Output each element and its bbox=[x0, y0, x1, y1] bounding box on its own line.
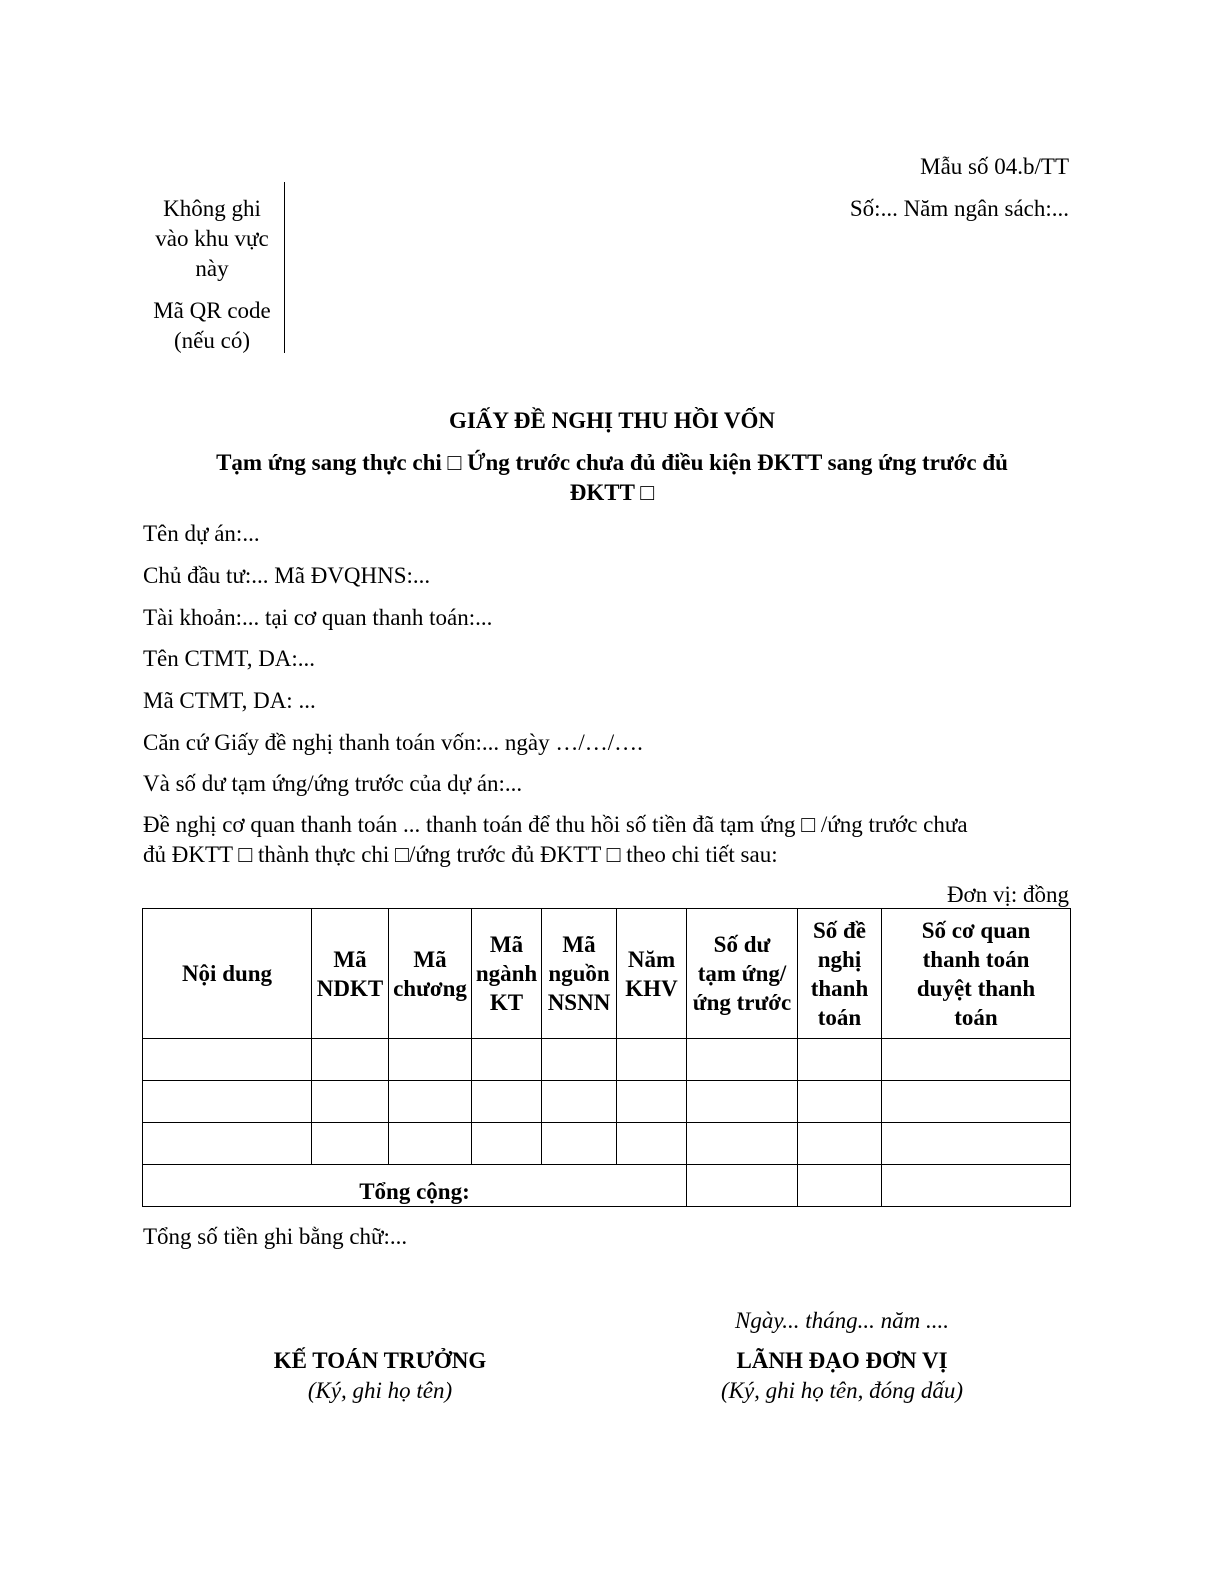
table-row bbox=[143, 1081, 1071, 1123]
header-sector-code: Mã ngành KT bbox=[472, 909, 542, 1039]
document-title: GIẤY ĐỀ NGHỊ THU HỒI VỐN bbox=[448, 408, 776, 433]
header-plan-year: Năm KHV bbox=[617, 909, 687, 1039]
qr-note: Không ghi vào khu vực này bbox=[155, 196, 269, 281]
total-cell[interactable] bbox=[882, 1165, 1071, 1207]
table-cell[interactable] bbox=[617, 1039, 687, 1081]
table-cell[interactable] bbox=[312, 1039, 389, 1081]
table-cell[interactable] bbox=[617, 1081, 687, 1123]
table-cell[interactable] bbox=[687, 1039, 798, 1081]
document-subtitle-line2: ĐKTT □ bbox=[569, 480, 655, 505]
field-investor: Chủ đầu tư:... Mã ĐVQHNS:... bbox=[143, 563, 431, 588]
total-cell[interactable] bbox=[687, 1165, 798, 1207]
header-ndkt-code: Mã NDKT bbox=[312, 909, 389, 1039]
header-chapter-code: Mã chương bbox=[389, 909, 472, 1039]
field-advance-balance: Và số dư tạm ứng/ứng trước của dự án:... bbox=[143, 771, 523, 796]
table-header-row bbox=[143, 909, 1071, 1039]
table-cell[interactable] bbox=[472, 1081, 542, 1123]
table-row bbox=[143, 1123, 1071, 1165]
table-cell[interactable] bbox=[687, 1123, 798, 1165]
header-content: Nội dung bbox=[143, 909, 312, 1039]
unit-label: Đơn vị: đồng bbox=[946, 882, 1069, 907]
table-cell[interactable] bbox=[389, 1081, 472, 1123]
chief-accountant-title: KẾ TOÁN TRƯỞNG bbox=[273, 1348, 487, 1373]
date-line: Ngày... tháng... năm .... bbox=[734, 1308, 950, 1333]
total-label: Tổng cộng: bbox=[143, 1165, 687, 1207]
request-text-line2: đủ ĐKTT □ thành thực chi □/ứng trước đủ ĐKTT □ theo chi tiết sau: bbox=[143, 842, 778, 867]
header-source-code: Mã nguồn NSNN bbox=[542, 909, 617, 1039]
field-payment-request-basis: Căn cứ Giấy đề nghị thanh toán vốn:... ngày …/…/…. bbox=[143, 730, 643, 755]
table-cell[interactable] bbox=[472, 1039, 542, 1081]
field-account: Tài khoản:... tại cơ quan thanh toán:... bbox=[143, 605, 493, 630]
table-cell[interactable] bbox=[882, 1123, 1071, 1165]
document-subtitle-line1: Tạm ứng sang thực chi □ Ứng trước chưa đủ điều kiện ĐKTT sang ứng trước đủ bbox=[216, 450, 1008, 475]
header-advance-balance: Số dư tạm ứng/ ứng trước bbox=[687, 909, 798, 1039]
header-requested-amount: Số đề nghị thanh toán bbox=[798, 909, 882, 1039]
table-cell[interactable] bbox=[542, 1123, 617, 1165]
table-cell[interactable] bbox=[687, 1081, 798, 1123]
unit-leader-title: LÃNH ĐẠO ĐƠN VỊ bbox=[736, 1348, 948, 1373]
amount-in-words: Tổng số tiền ghi bằng chữ:... bbox=[143, 1224, 408, 1249]
document-number-budget-year: Số:... Năm ngân sách:... bbox=[849, 196, 1069, 221]
field-program-code: Mã CTMT, DA: ... bbox=[143, 688, 316, 713]
table-cell[interactable] bbox=[542, 1039, 617, 1081]
table-cell[interactable] bbox=[472, 1123, 542, 1165]
table-cell[interactable] bbox=[542, 1081, 617, 1123]
table-cell[interactable] bbox=[798, 1039, 882, 1081]
table-cell[interactable] bbox=[143, 1123, 312, 1165]
request-text-line1: Đề nghị cơ quan thanh toán ... thanh toán để thu hồi số tiền đã tạm ứng □ /ứng trước chưa bbox=[143, 812, 968, 837]
table-cell[interactable] bbox=[798, 1081, 882, 1123]
table-row bbox=[143, 1039, 1071, 1081]
table-cell[interactable] bbox=[882, 1081, 1071, 1123]
total-cell[interactable] bbox=[798, 1165, 882, 1207]
detail-table bbox=[142, 908, 1071, 1207]
qr-code-area bbox=[140, 182, 285, 353]
table-total-row bbox=[143, 1165, 1071, 1207]
header-approved-amount: Số cơ quan thanh toán duyệt thanh toán bbox=[882, 909, 1071, 1039]
table-cell[interactable] bbox=[143, 1039, 312, 1081]
table-cell[interactable] bbox=[389, 1039, 472, 1081]
table-cell[interactable] bbox=[617, 1123, 687, 1165]
field-project-name: Tên dự án:... bbox=[143, 521, 260, 546]
field-program-name: Tên CTMT, DA:... bbox=[143, 646, 316, 671]
chief-accountant-note: (Ký, ghi họ tên) bbox=[307, 1378, 453, 1403]
qr-code-label: Mã QR code (nếu có) bbox=[153, 298, 271, 353]
table-cell[interactable] bbox=[882, 1039, 1071, 1081]
table-cell[interactable] bbox=[798, 1123, 882, 1165]
form-number: Mẫu số 04.b/TT bbox=[920, 154, 1069, 179]
table-cell[interactable] bbox=[312, 1081, 389, 1123]
table-cell[interactable] bbox=[143, 1081, 312, 1123]
table-cell[interactable] bbox=[312, 1123, 389, 1165]
unit-leader-note: (Ký, ghi họ tên, đóng dấu) bbox=[720, 1378, 964, 1403]
table-cell[interactable] bbox=[389, 1123, 472, 1165]
